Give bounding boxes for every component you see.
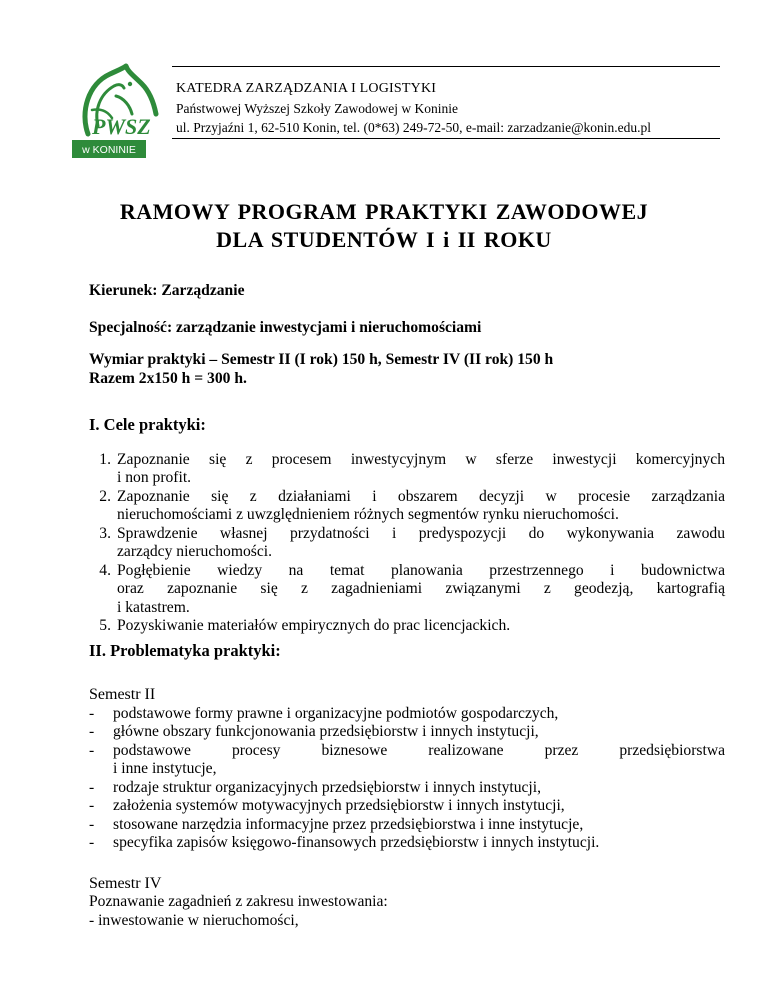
logo-subtext: w KONINIE — [82, 144, 136, 156]
goals-list — [89, 451, 725, 636]
title-line-1: RAMOWY PROGRAM PRAKTYKI ZAWODOWEJ — [119, 199, 649, 224]
list-item: 2. Zapoznanie się z działaniami i obszarem decyzji w procesie zarządzania nieruchomościami z uwzględnieniem różnych segmentów rynku nieruchomości. — [99, 487, 725, 523]
semester-4-title: Semestr IV — [89, 874, 162, 892]
list-item: 4. Pogłębienie wiedzy na temat planowania przestrzennego i budownictwa oraz zapoznanie się z zagadnieniami związanymi z geodezją, kartografią i katastrem. — [99, 561, 725, 616]
wymiar-line-2: Razem 2x150 h = 300 h. — [89, 369, 247, 387]
list-item: - główne obszary funkcjonowania przedsiębiorstw i innych instytucji, — [89, 723, 539, 740]
list-item: - podstawowe formy prawne i organizacyjne podmiotów gospodarczych, — [89, 704, 559, 722]
list-item: 1. Zapoznanie się z procesem inwestycyjnym w sferze inwestycji komercyjnych i non profit. — [99, 450, 725, 486]
semester-2-list — [89, 705, 725, 853]
list-item: - rodzaje struktur organizacyjnych przedsiębiorstw i innych instytucji, — [89, 778, 541, 796]
title-line-2: DLA STUDENTÓW I i II ROKU — [216, 227, 552, 252]
document-title — [0, 198, 768, 254]
list-item: - podstawowe procesy biznesowe realizowane przez przedsiębiorstwa i inne instytucje, — [89, 741, 725, 777]
semester-2-title: Semestr II — [89, 686, 156, 703]
logo-text: PWSZ — [92, 114, 151, 139]
wymiar-praktyki — [89, 351, 725, 388]
letterhead — [176, 79, 651, 138]
list-item: 3. Sprawdzenie własnej przydatności i predyspozycji do wykonywania zawodu zarządcy nieruchomości. — [99, 524, 725, 560]
semester-4-item: - inwestowanie w nieruchomości, — [89, 911, 299, 929]
wymiar-line-1: Wymiar praktyki – Semestr II (I rok) 150 h, Semestr IV (II rok) 150 h — [89, 351, 554, 368]
document-body — [89, 282, 725, 930]
list-item: 5. Pozyskiwanie materiałów empirycznych do prac licencjackich. — [99, 617, 511, 634]
section-2-heading: II. Problematyka praktyki: — [89, 640, 281, 660]
semester-4-intro: Poznawanie zagadnień z zakresu inwestowania: — [89, 893, 388, 910]
department-name: KATEDRA ZARZĄDZANIA I LOGISTYKI — [176, 81, 437, 96]
section-1-heading: I. Cele praktyki: — [89, 415, 206, 434]
list-item: - stosowane narzędzia informacyjne przez przedsiębiorstwa i inne instytucje, — [89, 815, 584, 833]
list-item: - założenia systemów motywacyjnych przedsiębiorstw i innych instytucji, — [89, 797, 565, 814]
school-address: ul. Przyjaźni 1, 62-510 Konin, tel. (0*63) 249-72-50, e-mail: zarzadzanie@konin.edu.pl — [176, 120, 652, 135]
pwsz-logo — [58, 62, 162, 160]
school-name: Państwowej Wyższej Szkoły Zawodowej w Koninie — [176, 100, 459, 116]
specjalnosc: Specjalność: zarządzanie inwestycjami i nieruchomościami — [89, 318, 482, 336]
header-divider-bottom — [172, 138, 720, 139]
kierunek: Kierunek: Zarządzanie — [89, 282, 245, 299]
header-divider-top — [172, 66, 720, 67]
list-item: - specyfika zapisów księgowo-finansowych przedsiębiorstw i innych instytucji. — [89, 834, 600, 851]
